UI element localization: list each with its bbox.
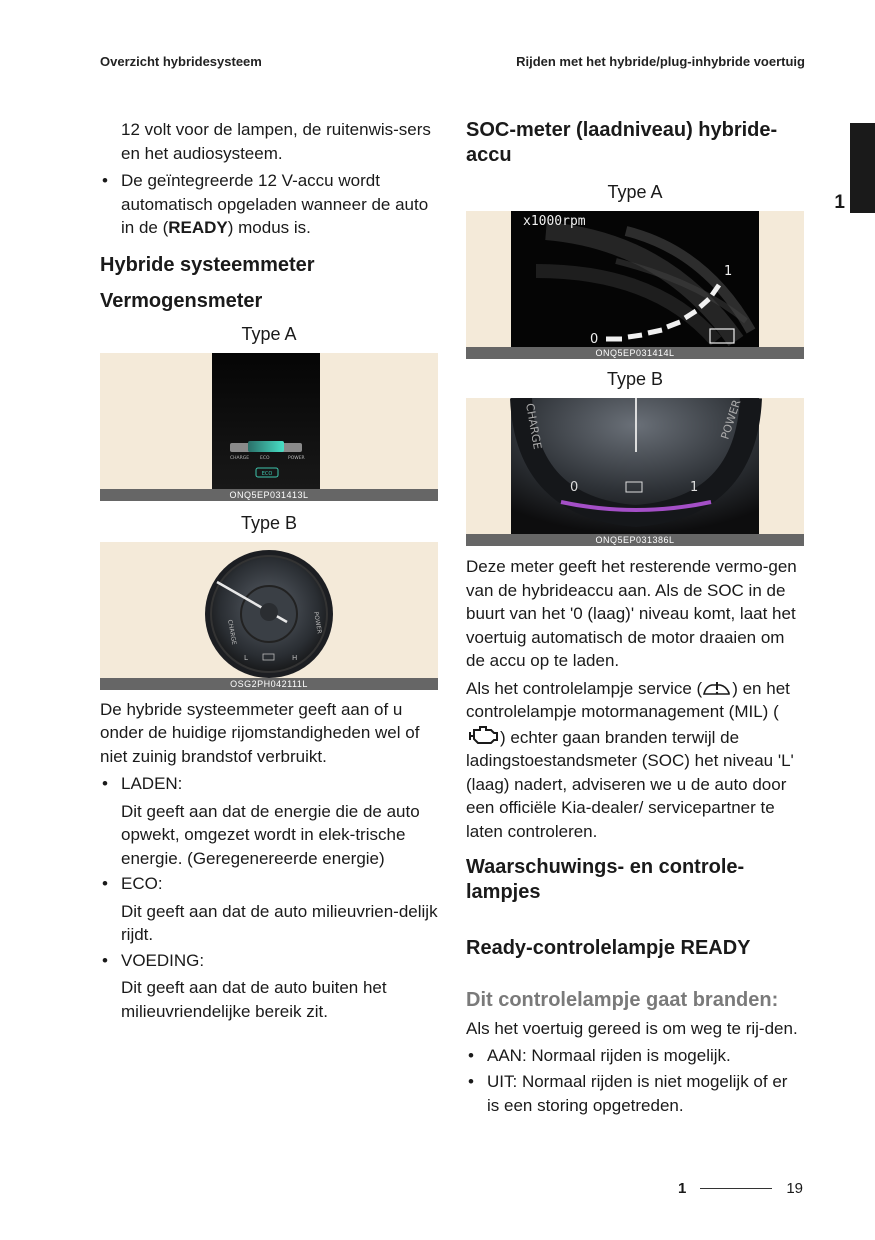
heading-warning-lights: Waarschuwings- en controle-lampjes bbox=[466, 856, 745, 903]
soc-scale-zero: 0 bbox=[590, 332, 599, 347]
list-item bbox=[100, 169, 438, 240]
charge-arc-label: CHARGE bbox=[226, 618, 238, 645]
figure-soc-meter-type-b bbox=[466, 398, 804, 546]
rpm-label: x1000rpm bbox=[523, 214, 586, 229]
running-header-right: Rijden met het hybride/plug-inhybride voertuig bbox=[516, 54, 805, 69]
list-item bbox=[100, 772, 438, 796]
heading-soc-meter: SOC-meter (laadniveau) hybride-accu bbox=[466, 119, 778, 166]
item-label: VOEDING: bbox=[121, 950, 205, 970]
gauge-low-label: L bbox=[244, 653, 248, 662]
list-item bbox=[100, 949, 438, 973]
engine-check-icon bbox=[466, 724, 500, 746]
power-power-label: POWER bbox=[288, 455, 305, 461]
charge-arc-label: CHARGE bbox=[523, 402, 544, 451]
battery-bullet-list bbox=[100, 169, 438, 240]
item-description: Dit geeft aan dat de auto buiten het milieuvriendelijke bereik zit. bbox=[121, 978, 387, 1021]
page-footer bbox=[678, 1180, 803, 1197]
running-header-left: Overzicht hybridesysteem bbox=[100, 54, 262, 69]
heading-power-meter: Vermogensmeter bbox=[100, 289, 263, 312]
intro-line: 12 volt voor de lampen, de ruitenwis-sers en het audiosysteem. bbox=[121, 120, 431, 163]
item-description: Dit geeft aan dat de energie die de auto opwekt, omgezet wordt in elek-trische energie. (Geregenereerde energie) bbox=[121, 801, 420, 868]
power-meter-type-b-illustration bbox=[100, 542, 438, 690]
list-item: • UIT: Normaal rijden is niet mogelijk of er is een storing opgetreden. bbox=[466, 1070, 804, 1117]
figure-code: OSG2PH042111L bbox=[100, 678, 438, 690]
ready-description: Als het voertuig gereed is om weg te rij-den. bbox=[466, 1019, 798, 1038]
meter-state-list bbox=[100, 872, 438, 896]
item-label: ECO: bbox=[121, 874, 163, 893]
chapter-tab-number: 1 bbox=[834, 192, 845, 213]
figure-code: ONQ5EP031413L bbox=[100, 489, 438, 501]
power-meter-type-a-illustration bbox=[100, 353, 438, 501]
soc-description: Deze meter geeft het resterende vermo-gen van de hybrideaccu aan. Als de SOC in de buurt van het '0 (laag)' niveau komt, laat het voertuig automatisch de motor draaien om de accu op te laden. bbox=[466, 557, 797, 670]
ready-bold: READY bbox=[168, 218, 228, 237]
eco-badge: ECO bbox=[261, 470, 273, 477]
type-a-label: Type A bbox=[241, 323, 297, 344]
meter-state-list bbox=[100, 949, 438, 973]
power-arc-label: POWER bbox=[718, 398, 744, 441]
figure-soc-meter-type-a bbox=[466, 211, 804, 359]
figure-code: ONQ5EP031386L bbox=[466, 534, 804, 546]
soc-b-zero: 0 bbox=[570, 480, 579, 495]
figure-code: ONQ5EP031414L bbox=[466, 347, 804, 359]
left-column bbox=[100, 118, 438, 1025]
list-item: • AAN: Normaal rijden is mogelijk. bbox=[466, 1044, 804, 1068]
service-warning-icon bbox=[702, 680, 732, 697]
soc-b-one: 1 bbox=[690, 480, 699, 495]
power-charge-label: CHARGE bbox=[230, 455, 250, 461]
soc-meter-type-b-illustration bbox=[466, 398, 804, 546]
soc-meter-type-a-illustration bbox=[466, 211, 804, 359]
heading-ready-light: Ready-controlelampje READY bbox=[466, 937, 751, 959]
right-column bbox=[466, 118, 804, 1117]
warning-paragraph bbox=[466, 677, 804, 844]
ready-state-list bbox=[466, 1044, 804, 1118]
item-description: Dit geeft aan dat de auto milieuvrien-delijk rijdt. bbox=[121, 901, 438, 944]
figure-power-meter-type-a bbox=[100, 353, 438, 501]
heading-system-meter: Hybride systeemmeter bbox=[100, 253, 315, 276]
power-eco-label: ECO bbox=[260, 455, 270, 461]
soc-scale-one: 1 bbox=[724, 264, 733, 279]
meter-state-list bbox=[100, 772, 438, 796]
warning-text-b: ) en het controlelampje motormanagement (MIL) ( bbox=[466, 678, 790, 721]
footer-rule bbox=[700, 1188, 772, 1189]
list-item bbox=[100, 872, 438, 896]
page-number: 19 bbox=[786, 1180, 803, 1197]
chapter-tab bbox=[850, 123, 875, 213]
type-a-label: Type A bbox=[607, 182, 663, 202]
type-b-label: Type B bbox=[606, 369, 664, 389]
item-label: LADEN: bbox=[121, 774, 183, 793]
meter-description: De hybride systeemmeter geeft aan of u onder de huidige rijomstandigheden wel of niet zuinig brandstof verbruikt. bbox=[100, 699, 420, 766]
bullet-text-end: ) modus is. bbox=[227, 218, 311, 237]
footer-chapter: 1 bbox=[677, 1180, 687, 1197]
bullet-text: De geïntegreerde 12 V-accu wordt automatisch opgeladen wanneer de auto in de ( bbox=[121, 171, 429, 237]
type-b-label: Type B bbox=[240, 512, 298, 533]
heading-lights-on: Dit controlelampje gaat branden: bbox=[466, 989, 779, 1011]
figure-power-meter-type-b bbox=[100, 542, 438, 690]
warning-text-c: ) echter gaan branden terwijl de ladingstoestandsmeter (SOC) het niveau 'L' (laag) nadert, adviseren we u de auto door een officiële Kia-dealer/ servicepartner te laten controleren. bbox=[466, 727, 794, 841]
power-arc-label: POWER bbox=[312, 610, 323, 634]
gauge-high-label: H bbox=[292, 653, 298, 662]
warning-text-a: Als het controlelampje service ( bbox=[466, 678, 703, 698]
